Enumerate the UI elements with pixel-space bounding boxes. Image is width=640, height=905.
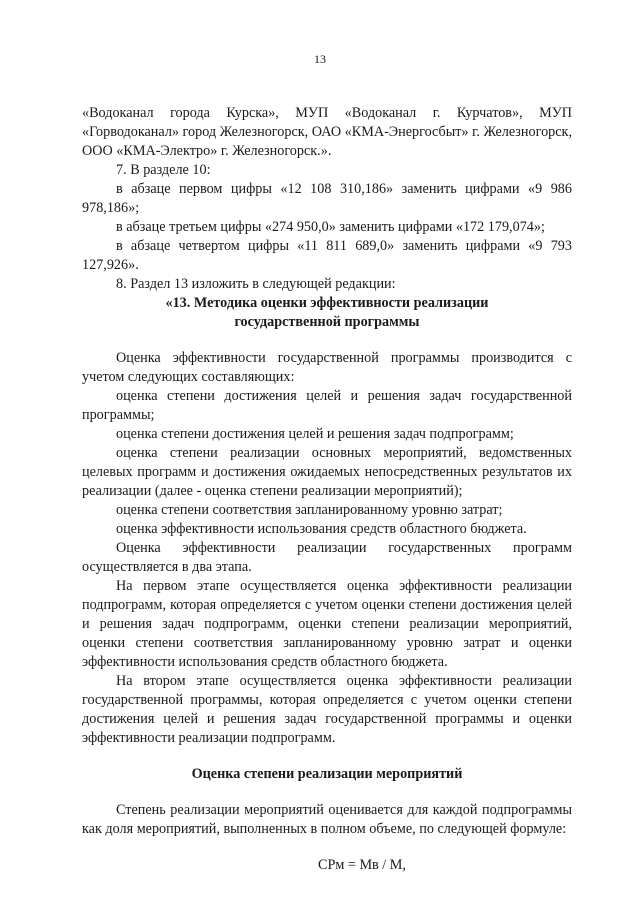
paragraph-intro: Оценка эффективности государственной программы производится с учетом следующих составляющих: xyxy=(82,350,572,385)
spacer xyxy=(82,332,572,349)
paragraph-stage-1: На первом этапе осуществляется оценка эффективности реализации подпрограмм, которая определяется с учетом оценки степени достижения целей и решения задач подпрограмм, оценки степени реализации мероприятий, оценки степени соответствия запланированному уровню затрат и оценки эффективности использования средств областного бюджета. xyxy=(82,578,572,670)
list-item-costs: оценка степени соответствия запланированному уровню затрат; xyxy=(116,502,503,518)
list-item-budget: оценка эффективности использования средств областного бюджета. xyxy=(116,521,527,537)
paragraph-item-7: 7. В разделе 10: xyxy=(116,162,211,178)
paragraph-abzac-4: в абзаце четвертом цифры «11 811 689,0» заменить цифрами «9 793 127,926». xyxy=(82,238,572,273)
spacer xyxy=(82,748,572,765)
paragraph-stage-2: На втором этапе осуществляется оценка эффективности реализации государственной программы, которая определяется с учетом оценки степени достижения целей и решения задач государственной программы и оценки эффективности реализации подпрограмм. xyxy=(82,673,572,746)
paragraph-formula-intro: Степень реализации мероприятий оценивается для каждой подпрограммы как доля мероприятий, выполненных в полном объеме, по следующей формуле: xyxy=(82,802,572,837)
list-item-measures: оценка степени реализации основных мероприятий, ведомственных целевых программ и достижения ожидаемых непосредственных результатов их реализации (далее - оценка степени реализации мероприятий); xyxy=(82,445,572,499)
spacer xyxy=(82,839,572,856)
list-item-goals-program: оценка степени достижения целей и решения задач государственной программы; xyxy=(82,388,572,423)
section-heading-line2: государственной программы xyxy=(234,314,420,330)
page-number: 13 xyxy=(314,52,326,66)
paragraph-abzac-1: в абзаце первом цифры «12 108 310,186» заменить цифрами «9 986 978,186»; xyxy=(82,181,572,216)
paragraph-vodokanal-list: «Водоканал города Курска», МУП «Водоканал г. Курчатов», МУП «Горводоканал» город Железногорск, ОАО «КМА-Энергосбыт» г. Железногорск, ООО «КМА-Электро» г. Железногорск.». xyxy=(82,105,572,159)
paragraph-item-8: 8. Раздел 13 изложить в следующей редакции: xyxy=(116,276,396,292)
spacer xyxy=(82,784,572,801)
paragraph-two-stages: Оценка эффективности реализации государственных программ осуществляется в два этапа. xyxy=(82,540,572,575)
formula: СРм = Мв / М, xyxy=(318,857,406,873)
subheading: Оценка степени реализации мероприятий xyxy=(191,766,463,782)
document-body xyxy=(82,104,572,875)
section-heading-line1: «13. Методика оценки эффективности реализации xyxy=(165,295,489,311)
paragraph-abzac-3: в абзаце третьем цифры «274 950,0» заменить цифрами «172 179,074»; xyxy=(116,219,545,235)
list-item-goals-subprograms: оценка степени достижения целей и решения задач подпрограмм; xyxy=(116,426,514,442)
